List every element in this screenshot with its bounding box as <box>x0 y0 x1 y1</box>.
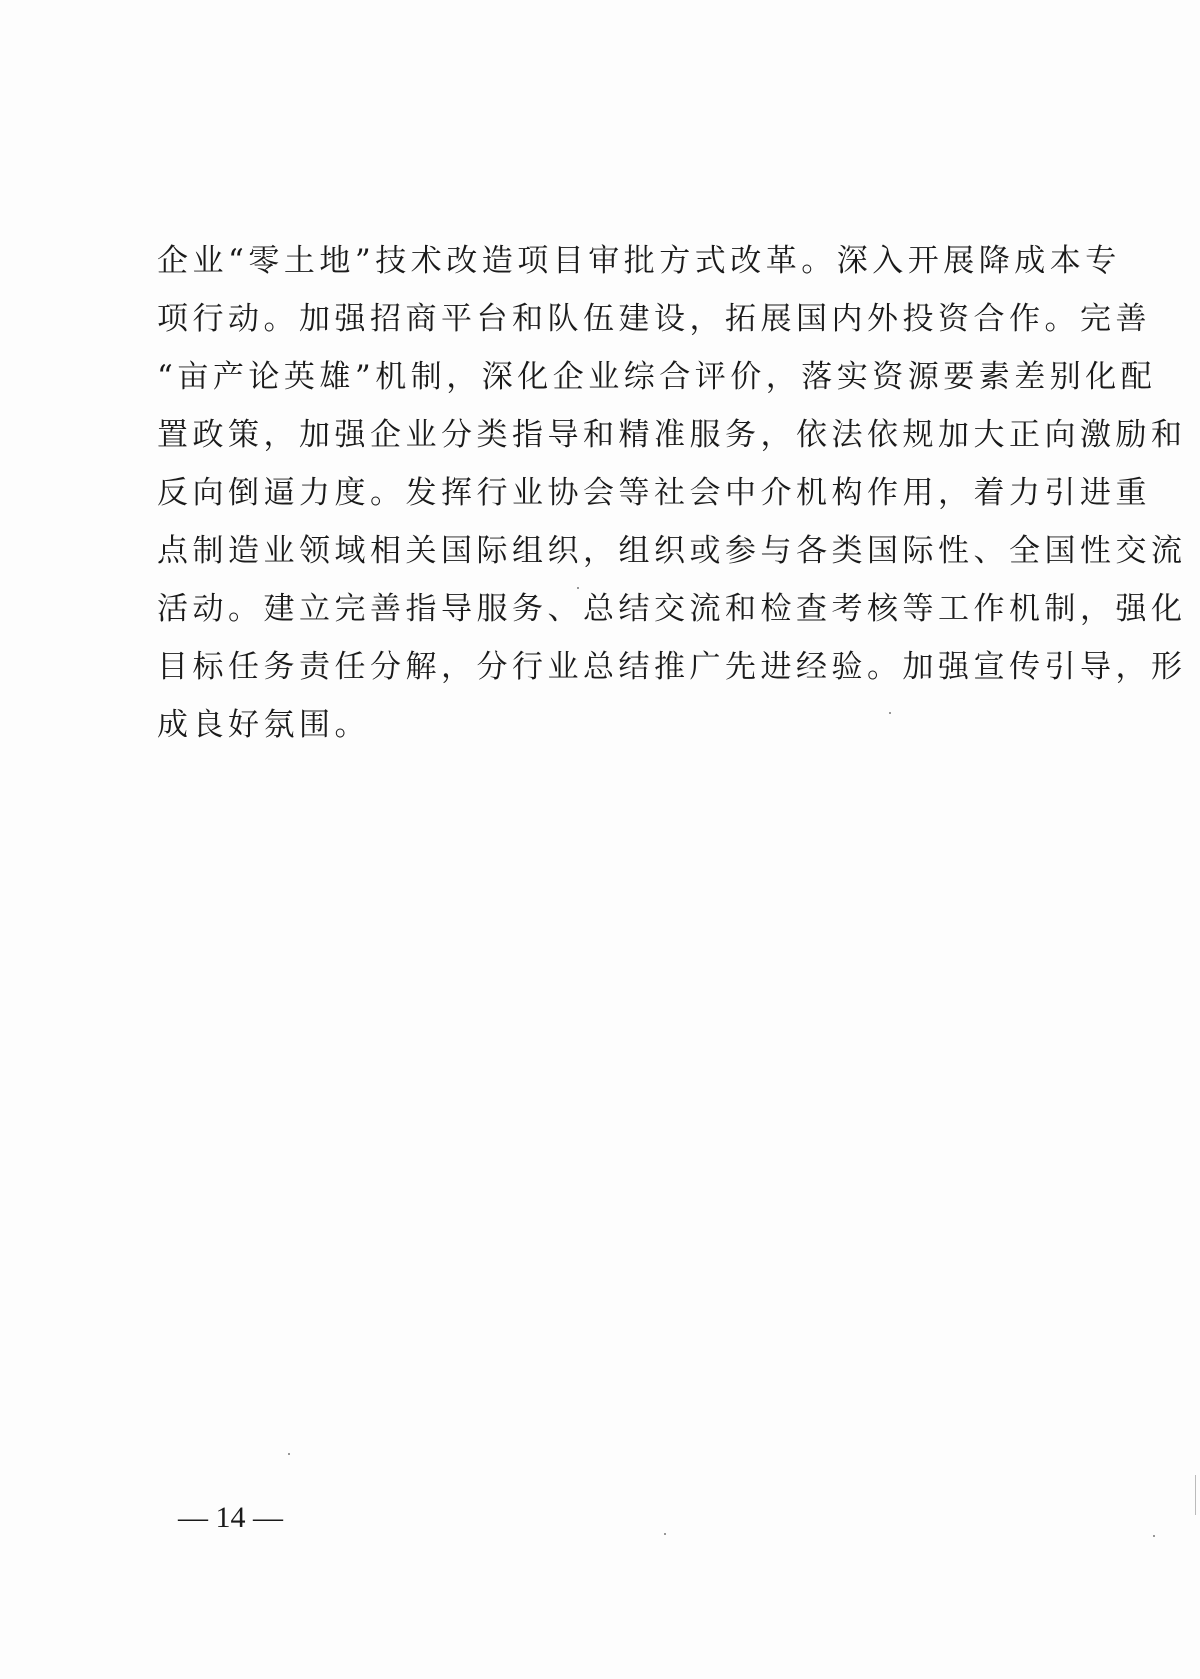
scan-speck <box>889 712 891 714</box>
scan-speck <box>664 1533 666 1535</box>
paragraph-line: 活动。建立完善指导服务、总结交流和检查考核等工作机制，强化 <box>157 591 1187 627</box>
scan-speck <box>577 587 579 589</box>
paragraph-line: 目标任务责任分解，分行业总结推广先进经验。加强宣传引导，形 <box>157 649 1187 685</box>
paragraph-line: 项行动。加强招商平台和队伍建设，拓展国内外投资合作。完善 <box>157 301 1151 337</box>
paragraph-line: 置政策，加强企业分类指导和精准服务，依法依规加大正向激励和 <box>157 417 1187 453</box>
scan-speck <box>1153 1535 1155 1537</box>
paragraph-line: 企业“零土地”技术改造项目审批方式改革。深入开展降成本专 <box>157 243 1121 279</box>
scan-edge-line <box>1195 1475 1196 1515</box>
paragraph-line: 反向倒逼力度。发挥行业协会等社会中介机构作用，着力引进重 <box>157 475 1151 511</box>
paragraph-line: “亩产论英雄”机制，深化企业综合评价，落实资源要素差别化配 <box>157 359 1157 395</box>
body-paragraph <box>157 232 1187 754</box>
page-number: — 14 — <box>178 1501 283 1534</box>
paragraph-line: 成良好氛围。 <box>157 707 370 743</box>
scan-speck <box>288 1453 290 1455</box>
paragraph-line: 点制造业领域相关国际组织，组织或参与各类国际性、全国性交流 <box>157 533 1187 569</box>
